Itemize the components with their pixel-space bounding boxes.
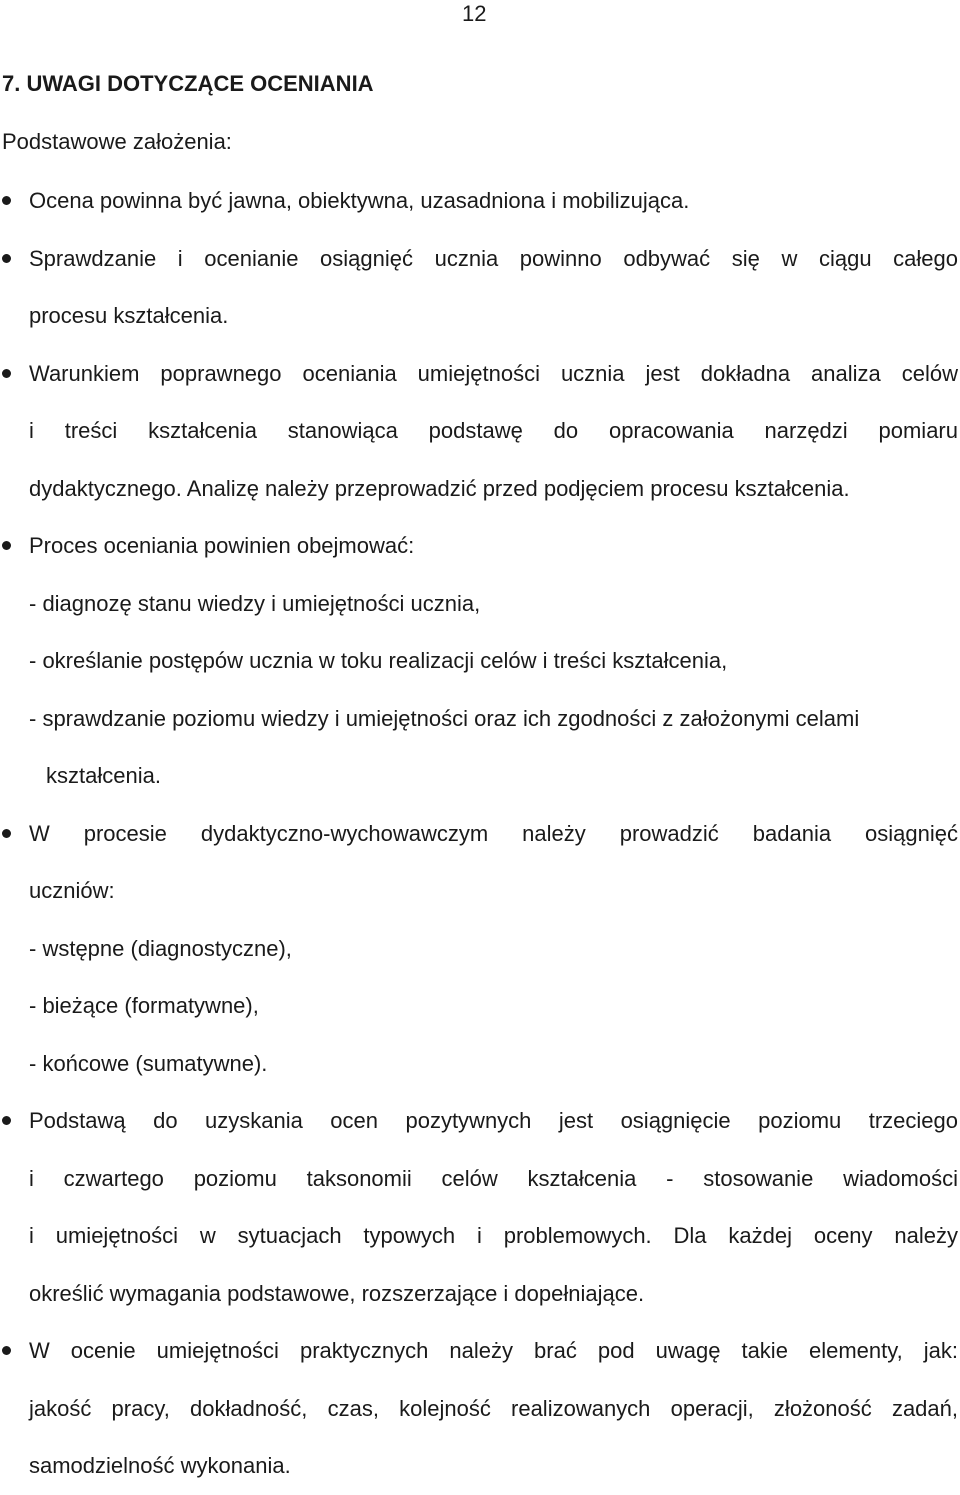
list-item-line: Podstawą do uzyskania ocen pozytywnych jest osiągnięcie poziomu trzeciego	[29, 1108, 958, 1133]
list-item-line: samodzielność wykonania.	[29, 1453, 291, 1478]
section-subheading: Podstawowe założenia:	[2, 129, 232, 154]
list-item-line: Warunkiem poprawnego oceniania umiejętności ucznia jest dokładna analiza celów	[29, 360, 958, 386]
list-item-line: i treści kształcenia stanowiąca podstawę do opracowania narzędzi pomiaru	[29, 418, 958, 443]
list-item-line: Proces oceniania powinien obejmować:	[29, 533, 415, 558]
list-item-line: - bieżące (formatywne),	[29, 993, 259, 1018]
list-item-line: W procesie dydaktyczno-wychowawczym należy prowadzić badania osiągnięć	[29, 820, 958, 846]
list-item-line: - określanie postępów ucznia w toku realizacji celów i treści kształcenia,	[29, 648, 728, 673]
list-item-line: kształcenia.	[46, 763, 161, 788]
section-heading: 7. UWAGI DOTYCZĄCE OCENIANIA	[2, 71, 374, 96]
bullet-icon	[2, 196, 11, 205]
list-item-line: i umiejętności w sytuacjach typowych i problemowych. Dla każdej oceny należy	[29, 1223, 958, 1248]
list-item-line: określić wymagania podstawowe, rozszerzające i dopełniające.	[29, 1280, 645, 1306]
list-item-line: - diagnozę stanu wiedzy i umiejętności ucznia,	[29, 590, 481, 616]
list-item	[0, 172, 958, 230]
list-item	[0, 345, 958, 518]
list-item-line: uczniów:	[29, 878, 115, 903]
list-item	[0, 1322, 958, 1495]
list-item-line: jakość pracy, dokładność, czas, kolejność realizowanych operacji, złożoność zadań,	[29, 1395, 958, 1421]
list-item-line: i czwartego poziomu taksonomii celów kształcenia - stosowanie wiadomości	[29, 1165, 958, 1191]
page-number: 12	[462, 1, 487, 26]
bullet-icon	[2, 254, 11, 263]
bullet-icon	[2, 541, 11, 550]
bullet-icon	[2, 1116, 11, 1125]
list-item-line: - końcowe (sumatywne).	[29, 1050, 268, 1076]
list-item-line: - wstępne (diagnostyczne),	[29, 935, 292, 961]
list-item-line: - sprawdzanie poziomu wiedzy i umiejętności oraz ich zgodności z założonymi celami	[29, 705, 860, 731]
list-item	[0, 1092, 958, 1322]
list-item	[0, 805, 958, 1093]
list-item-line: dydaktycznego. Analizę należy przeprowadzić przed podjęciem procesu kształcenia.	[29, 475, 850, 501]
bullet-icon	[2, 829, 11, 838]
list-item-line: Ocena powinna być jawna, obiektywna, uzasadniona i mobilizująca.	[29, 188, 690, 213]
list-item	[0, 230, 958, 345]
list-item-line: W ocenie umiejętności praktycznych należy brać pod uwagę takie elementy, jak:	[29, 1338, 958, 1363]
bullet-icon	[2, 369, 11, 378]
list-item-line: procesu kształcenia.	[29, 303, 229, 328]
list-item	[0, 517, 958, 805]
assessment-notes-list	[0, 172, 958, 1495]
bullet-icon	[2, 1346, 11, 1355]
list-item-line: Sprawdzanie i ocenianie osiągnięć ucznia powinno odbywać się w ciągu całego	[29, 245, 958, 271]
